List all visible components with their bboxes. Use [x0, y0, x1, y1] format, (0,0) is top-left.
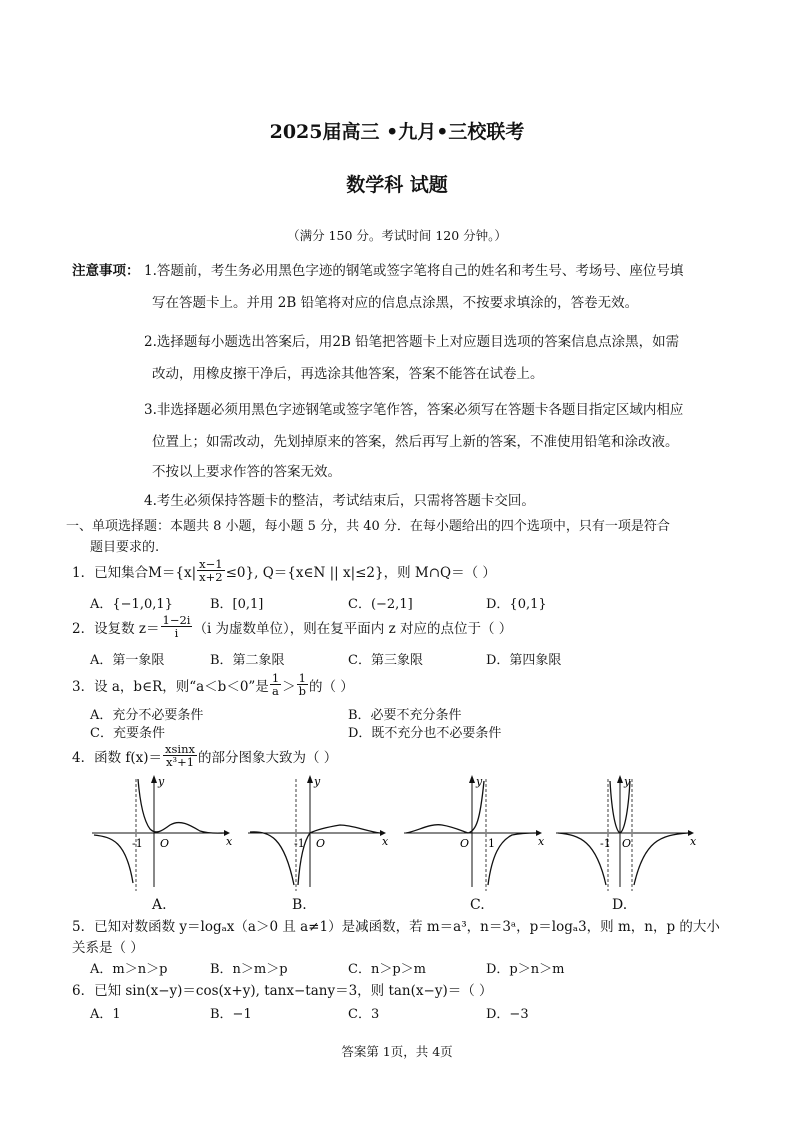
- q1-set-b: ≤0}, Q＝{x∈N || x|≤2}，则 M∩Q＝（ ）: [225, 564, 496, 581]
- question-5: 5．已知对数函数 y＝logₐx（a＞0 且 a≠1）是减函数，若 m＝a³，n＝3ᵃ，p＝logₐ3，则 m，n，p 的大小: [72, 919, 720, 935]
- question-3: [72, 672, 354, 697]
- q6-option-d: D．−3: [486, 1007, 529, 1022]
- q4-frac-den: x³+1: [165, 755, 195, 770]
- notes-label: 注意事项：: [72, 263, 140, 279]
- note-line: 写在答题卡上。并用 2B 铅笔将对应的信息点涂黑，不按要求填涂的，答卷无效。: [152, 295, 639, 311]
- q3-option-d: D．既不充分也不必要条件: [348, 726, 502, 741]
- graph-d-tick: -1: [600, 837, 611, 850]
- note-line: 2.选择题每小题选出答案后，用2B 铅笔把答题卡上对应题目选项的答案信息点涂黑，如需: [144, 334, 680, 350]
- q2-option-a: A．第一象限: [90, 653, 165, 668]
- graph-c-tick: 1: [488, 837, 495, 850]
- q2-option-d: D．第四象限: [486, 653, 562, 668]
- q1-set-a: M＝{x|: [148, 564, 197, 581]
- graph-b-y-label: y: [314, 775, 321, 788]
- q3-option-a: A．充分不必要条件: [90, 708, 204, 723]
- q1-option-a: A．{−1,0,1}: [90, 597, 173, 612]
- graph-a-tick: -1: [132, 837, 143, 850]
- q4-fraction: [163, 743, 197, 768]
- q2-pre: 2．设复数 z＝: [72, 620, 160, 637]
- q3-f1-num: 1: [271, 671, 280, 685]
- q4-frac-num: xsinx: [165, 742, 195, 756]
- q3-f2-den: b: [298, 684, 307, 699]
- q6-option-c: C．3: [348, 1007, 380, 1022]
- note-line: 4.考生必须保持答题卡的整洁，考试结束后，只需将答题卡交回。: [144, 493, 535, 509]
- graph-d-x-label: x: [690, 835, 697, 848]
- graph-b-origin: O: [316, 837, 326, 850]
- graph-a-label: A.: [152, 897, 167, 913]
- page-footer: 答案第 1页，共 4页: [341, 1044, 453, 1059]
- note-line: 位置上；如需改动，先划掉原来的答案，然后再写上新的答案，不准使用铅笔和涂改液。: [152, 434, 679, 450]
- q1-fraction: [197, 558, 224, 583]
- q1-frac-den: x+2: [199, 570, 223, 585]
- subject-title: 数学科 试题: [346, 174, 448, 196]
- graph-d-origin: O: [622, 837, 632, 850]
- q4-pre: 4．函数 f(x)＝: [72, 749, 163, 766]
- q3-fraction-1: [270, 672, 281, 697]
- q3-option-b: B．必要不充分条件: [348, 708, 462, 723]
- graph-b-tick: -1: [294, 837, 305, 850]
- question-5-cont: 关系是（ ）: [72, 940, 144, 956]
- q4-post: 的部分图象大致为（ ）: [198, 749, 338, 766]
- graph-d: [556, 775, 702, 893]
- question-4: [72, 743, 337, 768]
- q1-option-d: D．{0,1}: [486, 597, 547, 612]
- q1-option-b: B．[0,1]: [210, 597, 264, 612]
- q5-option-c: C．n＞p＞m: [348, 962, 426, 977]
- exam-title: 2025届高三 •九月•三校联考: [269, 121, 525, 143]
- q2-option-c: C．第三象限: [348, 653, 423, 668]
- q3-pre: 3．设 a，b∈R，则“a＜b＜0”是: [72, 678, 269, 695]
- q5-option-d: D．p＞n＞m: [486, 962, 565, 977]
- q1-pre: 1．已知集合: [72, 564, 149, 581]
- graph-c-origin: O: [460, 837, 470, 850]
- q6-option-a: A．1: [90, 1007, 121, 1022]
- graph-a-y-label: y: [158, 775, 165, 788]
- q2-frac-den: i: [174, 626, 179, 641]
- note-line: 3.非选择题必须用黑色字迹钢笔或签字笔作答，答案必须写在答题卡各题目指定区域内相应: [144, 402, 684, 418]
- q1-option-c: C．(−2,1]: [348, 597, 413, 612]
- graph-a: [92, 775, 238, 893]
- question-2: [72, 614, 512, 639]
- graph-c-label: C.: [470, 897, 485, 913]
- graph-d-y-label: y: [624, 775, 631, 788]
- q2-fraction: [161, 614, 193, 639]
- q2-option-b: B．第二象限: [210, 653, 285, 668]
- section-heading-cont: 题目要求的.: [90, 540, 160, 555]
- question-1: [72, 558, 496, 583]
- q6-option-b: B．−1: [210, 1007, 252, 1022]
- note-line: 改动，用橡皮擦干净后，再选涂其他答案，答案不能答在试卷上。: [152, 366, 544, 382]
- q2-frac-num: 1−2i: [162, 613, 191, 627]
- graph-b: [248, 775, 394, 893]
- exam-info: （满分 150 分。考试时间 120 分钟。）: [287, 228, 507, 243]
- graph-a-origin: O: [160, 837, 170, 850]
- q3-post: 的（ ）: [309, 678, 354, 695]
- section-heading: 一、单项选择题：本题共 8 小题，每小题 5 分，共 40 分．在每小题给出的四个选项中，只有一项是符合: [66, 519, 670, 534]
- graph-d-label: D.: [612, 897, 628, 913]
- graph-c-y-label: y: [476, 775, 483, 788]
- graph-c: [404, 775, 550, 893]
- graph-b-x-label: x: [382, 835, 389, 848]
- question-6: 6．已知 sin(x−y)＝cos(x+y), tanx−tany＝3，则 tan(x−y)＝（ ）: [72, 983, 493, 999]
- graph-a-x-label: x: [226, 835, 233, 848]
- q1-frac-num: x−1: [199, 557, 223, 571]
- q3-f2-num: 1: [298, 671, 306, 685]
- q3-option-c: C．充要条件: [90, 726, 165, 741]
- q2-post: （i 为虚数单位），则在复平面内 z 对应的点位于（ ）: [193, 620, 513, 637]
- graph-b-label: B.: [292, 897, 307, 913]
- q3-fraction-2: [297, 672, 308, 697]
- q3-f1-den: a: [272, 684, 279, 699]
- note-line: 1.答题前，考生务必用黑色字迹的钢笔或签字笔将自己的姓名和考生号、考场号、座位号填: [144, 263, 684, 279]
- graph-c-x-label: x: [538, 835, 545, 848]
- q5-option-a: A．m＞n＞p: [90, 962, 168, 977]
- q3-mid: ＞: [282, 678, 296, 695]
- note-line: 不按以上要求作答的答案无效。: [152, 464, 341, 480]
- q5-option-b: B．n＞m＞p: [210, 962, 288, 977]
